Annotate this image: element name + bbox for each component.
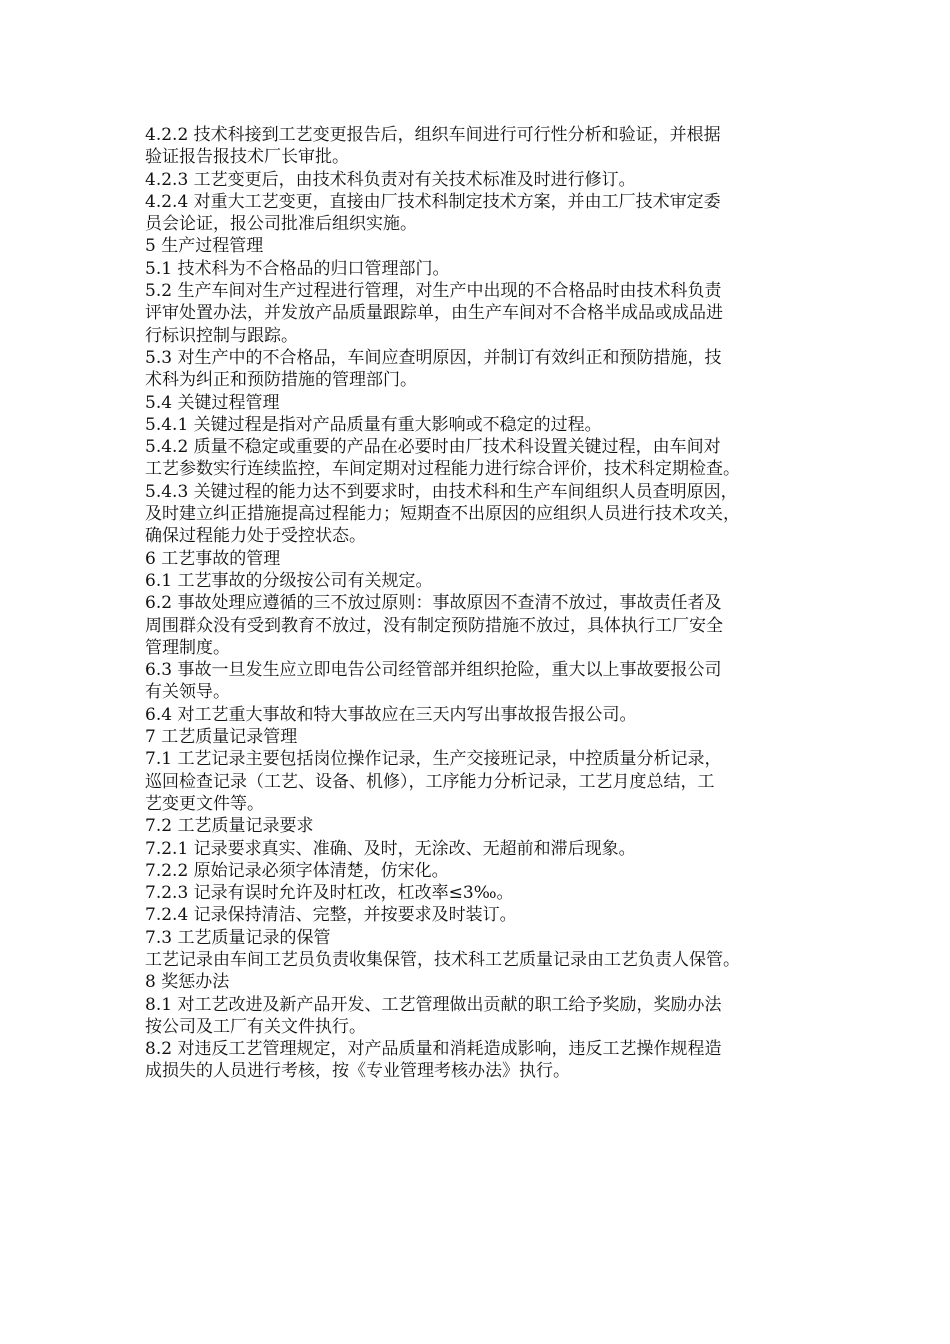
text-line: 7.1 工艺记录主要包括岗位操作记录，生产交接班记录，中控质量分析记录，: [145, 749, 722, 770]
text-line: 成损失的人员进行考核，按《专业管理考核办法》执行。: [145, 1061, 570, 1082]
subsection-heading: 7.2 工艺质量记录要求: [145, 816, 314, 837]
section-heading: 5 生产过程管理: [145, 236, 264, 257]
text-line: 6.1 工艺事故的分级按公司有关规定。: [145, 570, 433, 591]
text-line: 8.2 对违反工艺管理规定，对产品质量和消耗造成影响，违反工艺操作规程造: [145, 1039, 722, 1060]
text-line: 5.4.3 关键过程的能力达不到要求时，由技术科和生产车间组织人员查明原因，: [145, 481, 738, 502]
text-line: 周围群众没有受到教育不放过，没有制定预防措施不放过，具体执行工厂安全: [145, 615, 723, 636]
text-line: 有关领导。: [145, 682, 230, 703]
text-line: 6.2 事故处理应遵循的三不放过原则：事故原因不查清不放过，事故责任者及: [145, 593, 722, 614]
text-line: 5.3 对生产中的不合格品，车间应查明原因，并制订有效纠正和预防措施，技: [145, 347, 722, 368]
text-line: 5.4.1 关键过程是指对产品质量有重大影响或不稳定的过程。: [145, 414, 602, 435]
text-line: 工艺记录由车间工艺员负责收集保管，技术科工艺质量记录由工艺负责人保管。: [145, 949, 740, 970]
text-line: 5.2 生产车间对生产过程进行管理，对生产中出现的不合格品时由技术科负责: [145, 281, 722, 302]
text-line: 5.4.2 质量不稳定或重要的产品在必要时由厂技术科设置关键过程，由车间对: [145, 437, 721, 458]
subsection-heading: 5.4 关键过程管理: [145, 392, 280, 413]
text-line: 评审处置办法，并发放产品质量跟踪单，由生产车间对不合格半成品或成品进: [145, 303, 723, 324]
text-line: 7.2.2 原始记录必须字体清楚，仿宋化。: [145, 860, 449, 881]
text-line: 7.2.1 记录要求真实、准确、及时，无涂改、无超前和滞后现象。: [145, 838, 636, 859]
section-heading: 6 工艺事故的管理: [145, 548, 281, 569]
text-line: 8.1 对工艺改进及新产品开发、工艺管理做出贡献的职工给予奖励，奖励办法: [145, 994, 722, 1015]
text-line: 艺变更文件等。: [145, 793, 264, 814]
text-line: 确保过程能力处于受控状态。: [145, 526, 366, 547]
subsection-heading: 7.3 工艺质量记录的保管: [145, 927, 331, 948]
section-heading: 7 工艺质量记录管理: [145, 727, 298, 748]
text-line: 7.2.3 记录有误时允许及时杠改，杠改率≤3‰。: [145, 883, 514, 904]
text-line: 6.4 对工艺重大事故和特大事故应在三天内写出事故报告报公司。: [145, 704, 637, 725]
text-line: 7.2.4 记录保持清洁、完整，并按要求及时装订。: [145, 905, 517, 926]
text-line: 及时建立纠正措施提高过程能力；短期查不出原因的应组织人员进行技术攻关，: [145, 504, 740, 525]
text-line: 4.2.4 对重大工艺变更，直接由厂技术科制定技术方案，并由工厂技术审定委: [145, 191, 721, 212]
text-line: 6.3 事故一旦发生应立即电告公司经管部并组织抢险，重大以上事故要报公司: [145, 660, 722, 681]
text-line: 按公司及工厂有关文件执行。: [145, 1016, 366, 1037]
section-heading: 8 奖惩办法: [145, 972, 230, 993]
text-line: 行标识控制与跟踪。: [145, 325, 298, 346]
document-body: [145, 124, 817, 1083]
text-line: 验证报告报技术厂长审批。: [145, 147, 349, 168]
text-line: 工艺参数实行连续监控，车间定期对过程能力进行综合评价，技术科定期检查。: [145, 459, 740, 480]
text-line: 4.2.3 工艺变更后，由技术科负责对有关技术标准及时进行修订。: [145, 169, 636, 190]
text-line: 术科为纠正和预防措施的管理部门。: [145, 370, 417, 391]
text-line: 管理制度。: [145, 637, 230, 658]
text-line: 员会论证，报公司批准后组织实施。: [145, 214, 417, 235]
text-line: 巡回检查记录（工艺、设备、机修），工序能力分析记录，工艺月度总结，工: [145, 771, 715, 792]
text-line: 5.1 技术科为不合格品的归口管理部门。: [145, 258, 450, 279]
text-line: 4.2.2 技术科接到工艺变更报告后，组织车间进行可行性分析和验证，并根据: [145, 125, 721, 145]
